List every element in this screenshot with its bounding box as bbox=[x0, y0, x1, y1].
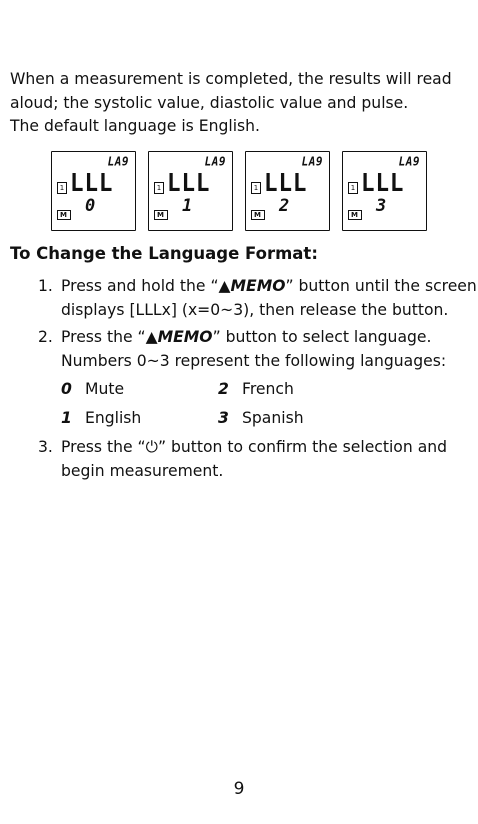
language-option: 2 French bbox=[218, 380, 294, 398]
lcd-display bbox=[51, 151, 136, 231]
memory-icon bbox=[348, 210, 362, 220]
step-line: Press the “⏻” button to confirm the selection and bbox=[61, 438, 448, 456]
step-line: Press the “▲MEMO” button to select language. bbox=[61, 328, 432, 346]
section-heading: To Change the Language Format: bbox=[10, 244, 318, 263]
intro-line: The default language is English. bbox=[10, 117, 261, 135]
lcd-digit: 3 bbox=[376, 196, 387, 216]
user-icon: 1 bbox=[154, 182, 164, 194]
step-line: Numbers 0~3 represent the following languages: bbox=[61, 352, 447, 370]
memory-icon bbox=[57, 210, 71, 220]
intro-paragraph bbox=[10, 68, 470, 139]
step-number: 2. bbox=[38, 328, 53, 346]
memory-icon bbox=[154, 210, 168, 220]
page-number: 9 bbox=[233, 779, 245, 799]
step-line: displays [LLLx] (x=0~3), then release the button. bbox=[61, 301, 449, 319]
language-option: 0 Mute bbox=[61, 380, 125, 398]
lcd-segments: LLL bbox=[264, 168, 308, 197]
memo-button-label: ▲MEMO bbox=[145, 328, 213, 346]
lcd-language-label: LA9 bbox=[204, 154, 226, 169]
user-icon: 1 bbox=[251, 182, 261, 194]
user-icon: 1 bbox=[348, 182, 358, 194]
memo-button-label: ▲MEMO bbox=[218, 277, 286, 295]
lcd-display-row bbox=[51, 151, 428, 231]
lcd-segments: LLL bbox=[361, 168, 405, 197]
lcd-digit: 1 bbox=[182, 196, 193, 216]
lcd-segments: LLL bbox=[70, 168, 114, 197]
step-line: begin measurement. bbox=[61, 462, 224, 480]
lcd-display bbox=[148, 151, 233, 231]
step-number: 1. bbox=[38, 277, 53, 295]
lcd-segments: LLL bbox=[167, 168, 211, 197]
intro-line: aloud; the systolic value, diastolic value and pulse. bbox=[10, 93, 409, 112]
lcd-language-label: LA9 bbox=[301, 154, 323, 169]
user-icon: 1 bbox=[57, 182, 67, 194]
lcd-digit: 2 bbox=[279, 196, 290, 216]
lcd-digit: 0 bbox=[85, 196, 96, 216]
step-number: 3. bbox=[38, 438, 53, 456]
language-option: 3 Spanish bbox=[218, 409, 304, 427]
lcd-language-label: LA9 bbox=[107, 154, 129, 169]
lcd-display bbox=[342, 151, 427, 231]
lcd-language-label: LA9 bbox=[398, 154, 420, 169]
intro-line: When a measurement is completed, the results will read bbox=[10, 70, 452, 88]
language-option: 1 English bbox=[61, 409, 142, 427]
lcd-display bbox=[245, 151, 330, 231]
step-line: Press and hold the “▲MEMO” button until the screen bbox=[61, 277, 477, 295]
memory-icon bbox=[251, 210, 265, 220]
